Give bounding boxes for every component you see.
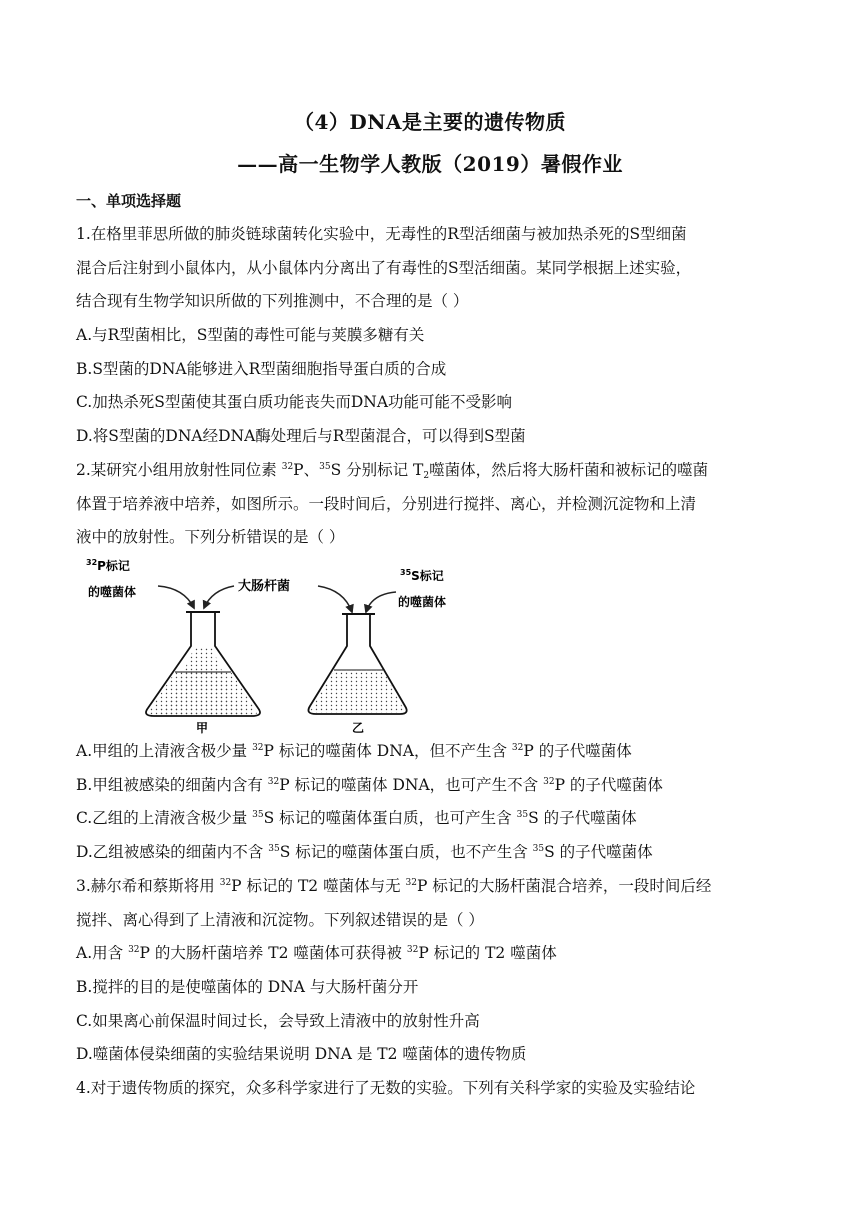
q2-option-a: A.甲组的上清液含极少量 $^{32}$P 标记的噬菌体 DNA，但不产生含 $^{32}$P 的子代噬菌体 bbox=[76, 742, 632, 760]
q3-option-a: A.用含 $^{32}$P 的大肠杆菌培养 T2 噬菌体可获得被 $^{32}$P 标记的 T2 噬菌体 bbox=[76, 944, 557, 962]
q2-option-b: B.甲组被感染的细菌内含有 $^{32}$P 标记的噬菌体 DNA，也可产生不含 $^{32}$P 的子代噬菌体 bbox=[76, 776, 663, 794]
q1-option-d: D.将S型菌的DNA经DNA酶处理后与R型菌混合，可以得到S型菌 bbox=[76, 427, 526, 445]
q1-stem-line-2: 混合后注射到小鼠体内，从小鼠体内分离出了有毒性的S型活细菌。某同学根据上述实验， bbox=[76, 259, 692, 277]
q1-stem-line-1: 1.在格里菲思所做的肺炎链球菌转化实验中，无毒性的R型活细菌与被加热杀死的S型细菌 bbox=[76, 225, 687, 243]
page-subtitle: ——高一生物学人教版（2019）暑假作业 bbox=[237, 152, 623, 176]
flask-left bbox=[146, 612, 260, 716]
flask-label-jia: 甲 bbox=[196, 721, 209, 735]
q2-stem-line-1: 2.某研究小组用放射性同位素 $^{32}$P、$^{35}$S 分别标记 $T_2$噬菌体，然后将大肠杆菌和被标记的噬菌 bbox=[76, 461, 709, 481]
section-heading: 一、单项选择题 bbox=[76, 192, 182, 210]
q1-stem-line-3: 结合现有生物学知识所做的下列推测中，不合理的是（ ） bbox=[76, 292, 469, 310]
q2-stem-line-2: 体置于培养液中培养，如图所示。一段时间后，分别进行搅拌、离心，并检测沉淀物和上清 bbox=[76, 495, 697, 513]
q3-option-d: D.噬菌体侵染细菌的实验结果说明 DNA 是 T2 噬菌体的遗传物质 bbox=[76, 1045, 527, 1063]
page-title: （4）DNA是主要的遗传物质 bbox=[293, 110, 567, 134]
q3-option-b: B.搅拌的目的是使噬菌体的 DNA 与大肠杆菌分开 bbox=[76, 978, 419, 996]
arrow-ecoli-right bbox=[318, 586, 352, 612]
q1-option-b: B.S型菌的DNA能够进入R型菌细胞指导蛋白质的合成 bbox=[76, 360, 447, 378]
q3-stem-line-1: 3.赫尔希和蔡斯将用 $^{32}$P 标记的 T2 噬菌体与无 $^{32}$P 标记的大肠杆菌混合培养，一段时间后经 bbox=[76, 877, 712, 895]
flask-label-yi: 乙 bbox=[352, 721, 365, 735]
q2-option-c: C.乙组的上清液含极少量 $^{35}$S 标记的噬菌体蛋白质，也可产生含 $^{35}$S 的子代噬菌体 bbox=[76, 809, 637, 827]
q1-option-c: C.加热杀死S型菌使其蛋白质功能丧失而DNA功能可能不受影响 bbox=[76, 393, 513, 411]
q1-option-a: A.与R型菌相比，S型菌的毒性可能与荚膜多糖有关 bbox=[76, 326, 425, 344]
flask-right bbox=[308, 614, 406, 714]
q2-stem-line-3: 液中的放射性。下列分析错误的是（ ） bbox=[76, 528, 345, 546]
label-phage-left: 的噬菌体 bbox=[88, 585, 137, 599]
arrow-right-phage bbox=[366, 592, 396, 612]
arrow-ecoli-left bbox=[204, 586, 234, 608]
q2-option-d: D.乙组被感染的细菌内不含 $^{35}$S 标记的噬菌体蛋白质，也不产生含 $^{35}$S 的子代噬菌体 bbox=[76, 843, 653, 861]
q4-stem-line-1: 4.对于遗传物质的探究，众多科学家进行了无数的实验。下列有关科学家的实验及实验结论 bbox=[76, 1079, 696, 1097]
label-35s-marked: $^{35}$S标记 bbox=[400, 568, 444, 583]
q3-stem-line-2: 搅拌、离心得到了上清液和沉淀物。下列叙述错误的是（ ） bbox=[76, 911, 484, 929]
flask-figure bbox=[80, 556, 480, 736]
label-phage-right: 的噬菌体 bbox=[398, 595, 447, 609]
label-32p-marked: $^{32}$P标记 bbox=[86, 558, 130, 573]
q3-option-c: C.如果离心前保温时间过长，会导致上清液中的放射性升高 bbox=[76, 1012, 480, 1030]
label-ecoli: 大肠杆菌 bbox=[238, 579, 291, 594]
arrow-left-phage bbox=[158, 586, 194, 608]
